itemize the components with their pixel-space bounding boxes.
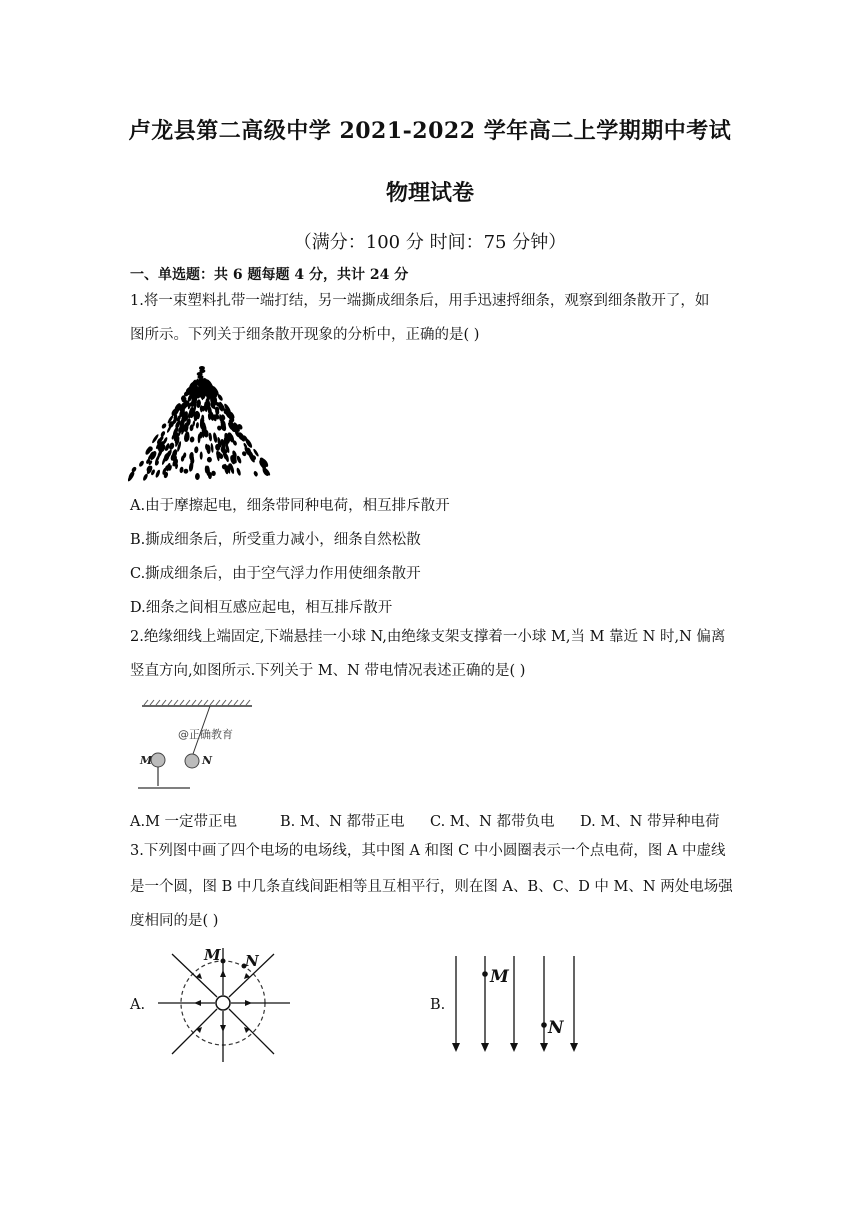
q1-stem-line2: 图所示。下列关于细条散开现象的分析中，正确的是( ) [130,327,480,343]
exam-meta: （满分：100 分 时间：75 分钟） [293,232,567,253]
q3-figA-m: M [204,946,221,964]
q2-label-m: M [140,754,153,767]
q2-label-n: N [202,754,213,767]
q3-figure-a-point-charge [150,940,300,1070]
q2-option-a: A.M 一定带正电 [130,814,238,830]
q1-option-c: C.撕成细条后，由于空气浮力作用使细条散开 [130,566,421,582]
q3-figB-n: N [548,1018,564,1038]
q2-stem-line2: 竖直方向,如图所示.下列关于 M、N 带电情况表述正确的是( ) [130,663,526,679]
q3-figure-b-uniform-field [446,952,586,1056]
q1-option-d: D.细条之间相互感应起电，相互排斥散开 [130,600,393,616]
q3-figA-label: A. [130,997,146,1013]
page-title: 卢龙县第二高级中学 2021-2022 学年高二上学期期中考试 [128,118,732,144]
q3-stem-line3: 度相同的是( ) [130,913,219,929]
q2-option-d: D. M、N 带异种电荷 [580,814,720,830]
q1-figure-strips [128,364,280,484]
q2-watermark: @正确教育 [178,728,233,741]
q1-option-a: A.由于摩擦起电，细条带同种电荷，相互排斥散开 [130,498,450,514]
q2-option-c: C. M、N 都带负电 [430,814,555,830]
q2-stem-line1: 2.绝缘细线上端固定,下端悬挂一小球 N,由绝缘支架支撑着一小球 M,当 M 靠近 N 时,N 偏离 [130,629,726,645]
q3-figA-n: N [245,952,259,970]
section-heading: 一、单选题：共 6 题每题 4 分，共计 24 分 [130,267,409,283]
page-subtitle: 物理试卷 [385,180,474,206]
q3-stem-line1: 3.下列图中画了四个电场的电场线，其中图 A 和图 C 中小圆圈表示一个点电荷，图 A 中虚线 [130,843,726,859]
q2-option-b: B. M、N 都带正电 [280,814,405,830]
q3-figB-label: B. [430,997,446,1013]
q1-stem-line1: 1.将一束塑料扎带一端打结，另一端撕成细条后，用手迅速捋细条，观察到细条散开了，如 [130,293,710,309]
q3-figB-m: M [490,967,509,987]
q3-stem-line2: 是一个圆，图 B 中几条直线间距相等且互相平行，则在图 A、B、C、D 中 M、N 两处电场强 [130,879,733,895]
q1-option-b: B.撕成细条后，所受重力减小，细条自然松散 [130,532,421,548]
q2-figure-pendulum [130,698,260,794]
